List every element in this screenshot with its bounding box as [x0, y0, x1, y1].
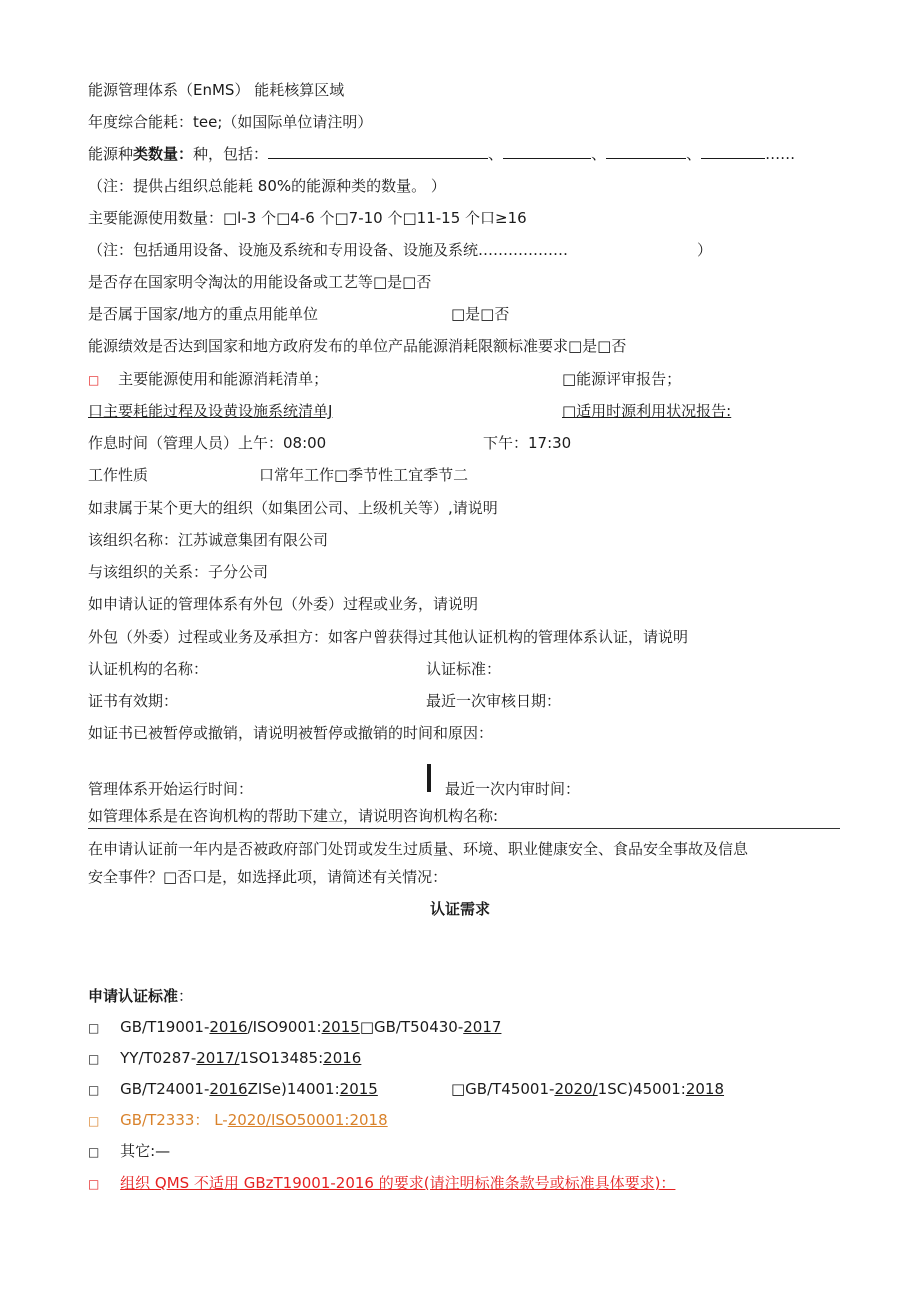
standards-heading [88, 986, 193, 1006]
section-title: 认证需求 [429, 900, 490, 918]
energy-type-blank-2[interactable] [503, 144, 591, 159]
work-nature: 工作性质 [88, 466, 149, 484]
checklist-energy-use-label: 主要能源使用和能源消耗清单； [118, 370, 329, 388]
org-relation: 与该组织的关系：子分公司 [88, 563, 269, 581]
std-qms-a: GB/T19001- [120, 1018, 210, 1036]
std-ohsms-c: 1SC)45001: [597, 1080, 686, 1098]
energy-review-report[interactable]: □能源评审报告； [562, 370, 682, 388]
energy-types-tail: …… [765, 145, 796, 163]
std-ems-b: 2016 [209, 1080, 248, 1098]
checkbox-qms-exclusion[interactable]: □ [88, 1177, 100, 1191]
note-equipment: （注：包括通用设备、设施及系统和专用设备、设施及系统……………… [88, 241, 569, 259]
std-ohsms-b: 2020/ [554, 1080, 598, 1098]
work-hours-pm: 下午：17:30 [483, 434, 572, 452]
obsolete-equipment: 是否存在国家明令淘汰的用能设备或工艺等□是□否 [88, 273, 432, 291]
standards-heading-label: 申请认证标准 [88, 987, 179, 1005]
std-other-label: 其它:— [120, 1142, 171, 1160]
checkbox-energy-use[interactable]: □ [88, 373, 100, 387]
std-qms-c: /ISO9001: [247, 1018, 322, 1036]
std-medical-c: 1SO13485: [239, 1049, 324, 1067]
consultancy: 如管理体系是在咨询机构的帮助下建立，请说明咨询机构名称: [88, 807, 499, 825]
cert-body-name: 认证机构的名称： [88, 660, 209, 678]
work-nature-options[interactable]: 口常年工作□季节性工宜季节二 [259, 466, 469, 484]
energy-types-line [88, 144, 795, 164]
standard-qms-exclusion [88, 1173, 675, 1194]
outsource-bearer: 外包（外委）过程或业务及承担方：如客户曾获得过其他认证机构的管理体系认证，请说明 [88, 628, 689, 646]
note-equipment-close: ） [697, 241, 713, 259]
work-hours: 作息时间（管理人员）上午：08:00 [88, 434, 327, 452]
energy-type-blank-4[interactable] [701, 144, 765, 159]
checklist-energy-use [88, 369, 328, 390]
enms-title: 能源管理体系（EnMS） 能耗核算区域 [88, 81, 345, 99]
energy-performance: 能源绩效是否达到国家和地方政府发布的单位产品能源消耗限额标准要求□是□否 [88, 337, 627, 355]
internal-audit-time: 最近一次内审时间： [445, 780, 581, 798]
std-ohsms-d: 2018 [685, 1080, 725, 1098]
text-cursor-bar [427, 764, 431, 792]
energy-types-rest: 种，包括： [193, 145, 269, 163]
std-enms-b: 2020/ISO50001:2018 [227, 1111, 388, 1129]
key-energy-unit: 是否属于国家/地方的重点用能单位 [88, 305, 319, 323]
parent-org: 如隶属于某个更大的组织（如集团公司、上级机关等）,请说明 [88, 499, 498, 517]
standard-enms [88, 1110, 388, 1131]
std-ems-a: GB/T24001- [120, 1080, 210, 1098]
std-ems-c: ZISe)14001: [247, 1080, 340, 1098]
cert-standard: 认证标准： [426, 660, 502, 678]
outsource: 如申请认证的管理体系有外包（外委）过程或业务，请说明 [88, 595, 479, 613]
std-enms-a: GB/T2333： L- [120, 1111, 228, 1129]
checkbox-medical[interactable]: □ [88, 1052, 100, 1066]
main-equipment-count: 主要能源使用数量：□l-3 个□4-6 个□7-10 个□11-15 个口≥16 [88, 209, 527, 227]
energy-utilization-report[interactable]: □适用时源利用状况报告: [562, 402, 732, 420]
energy-types-sep-2: 、 [591, 145, 607, 163]
energy-types-bold: 类数量： [133, 145, 194, 163]
section-divider [88, 828, 840, 829]
energy-types-sep-1: 、 [488, 145, 504, 163]
key-energy-unit-options[interactable]: □是□否 [451, 305, 510, 323]
std-ohsms-a[interactable]: □GB/T45001- [451, 1080, 555, 1098]
last-audit-date: 最近一次审核日期： [426, 692, 562, 710]
energy-types-sep-3: 、 [686, 145, 702, 163]
energy-types-prefix: 能源种 [88, 145, 134, 163]
std-qms-d: 2015 [321, 1018, 360, 1036]
std-medical-d: 2016 [323, 1049, 362, 1067]
energy-type-blank-1[interactable] [268, 144, 488, 159]
std-qms-b: 2016 [209, 1018, 248, 1036]
checklist-process-label: 口主要耗能过程及设黄设施系统清单J [88, 402, 333, 420]
standards-heading-colon: ： [178, 987, 194, 1005]
std-qms-exclusion-label: 组织 QMS 不适用 GBzT19001-2016 的要求(请注明标准条款号或标准具体要求)： [120, 1174, 676, 1192]
standard-qms [88, 1017, 501, 1038]
cert-validity: 证书有效期： [88, 692, 179, 710]
checkbox-enms[interactable]: □ [88, 1114, 100, 1128]
ms-start-time: 管理体系开始运行时间： [88, 780, 254, 798]
org-name: 该组织名称：江苏诚意集团有限公司 [88, 531, 329, 549]
incident-line-1: 在申请认证前一年内是否被政府部门处罚或发生过质量、环境、职业健康安全、食品安全事故及信息 [88, 840, 749, 858]
note-energy: （注：提供占组织总能耗 80%的能源种类的数量。 ） [88, 177, 446, 195]
checklist-process-facilities [88, 401, 532, 421]
standard-ems [88, 1079, 378, 1100]
std-medical-b: 2017/ [196, 1049, 240, 1067]
checkbox-other[interactable]: □ [88, 1145, 100, 1159]
incident-line-2: 安全事件？□否口是，如选择此项，请简述有关情况： [88, 868, 448, 886]
std-construction-a[interactable]: □GB/T50430- [359, 1018, 464, 1036]
cert-suspended: 如证书已被暂停或撤销，请说明被暂停或撤销的时间和原因： [88, 724, 494, 742]
std-construction-b: 2017 [463, 1018, 502, 1036]
checkbox-qms[interactable]: □ [88, 1021, 100, 1035]
annual-energy-consumption: 年度综合能耗：tee;（如国际单位请注明） [88, 113, 373, 131]
standard-other [88, 1141, 170, 1162]
standard-ohsms [451, 1079, 724, 1099]
energy-type-blank-3[interactable] [606, 144, 686, 159]
checkbox-ems[interactable]: □ [88, 1083, 100, 1097]
std-ems-d: 2015 [339, 1080, 378, 1098]
standard-medical [88, 1048, 361, 1069]
std-medical-a: YY/T0287- [120, 1049, 197, 1067]
